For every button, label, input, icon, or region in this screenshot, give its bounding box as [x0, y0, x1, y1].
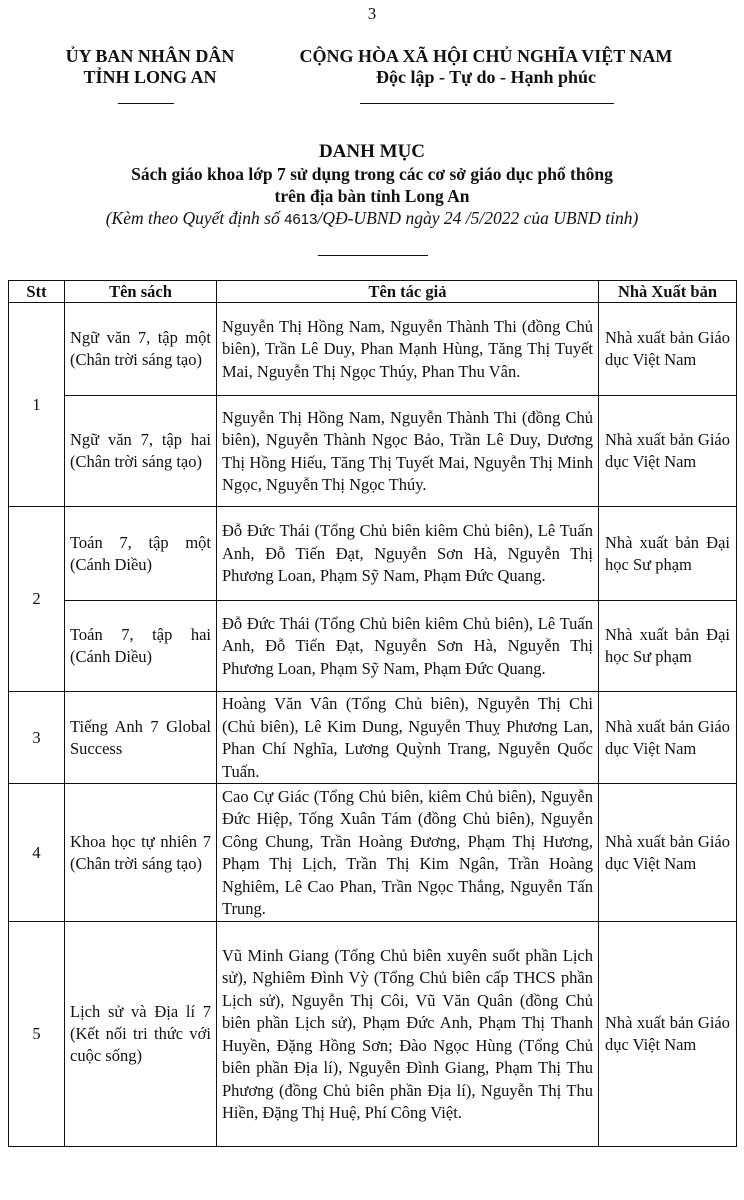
title-subtitle-2: trên địa bàn tỉnh Long An	[274, 186, 470, 206]
row-stt: 5	[9, 922, 65, 1147]
book-publisher: Nhà xuất bản Giáo dục Việt Nam	[599, 396, 737, 507]
decision-suffix: /QĐ-UBND ngày 24 /5/2022 của UBND tỉnh)	[317, 208, 639, 228]
table-row	[9, 692, 737, 784]
decision-number: 4613	[284, 211, 318, 228]
motto: Độc lập - Tự do - Hạnh phúc	[375, 67, 597, 87]
authority-line-1: ỦY BAN NHÂN DÂN	[65, 46, 235, 66]
book-authors: Vũ Minh Giang (Tổng Chủ biên xuyên suốt phần Lịch sử), Nghiêm Đình Vỳ (Tổng Chủ biên cấp THCS phần Lịch sử), Nguyễn Thị Côi, Vũ Văn Quân (đồng Chủ biên phần Lịch sử), Phạm Đức Anh, Phạm Thị Thanh Huyền, Đặng Hồng Sơn; Đào Ngọc Hùng (Tổng Chủ biên phần Địa lí), Nguyễn Đình Giang, Phạm Thị Thu Phương (đồng Chủ biên phần Địa lí), Nguyễn Thị Thu Hiền, Đặng Thị Huệ, Phí Công Việt.	[217, 922, 599, 1147]
book-authors: Hoàng Văn Vân (Tổng Chủ biên), Nguyễn Thị Chi (Chủ biên), Lê Kim Dung, Nguyễn Thuỵ Phương Lan, Phan Chí Nghĩa, Lương Quỳnh Trang, Nguyễn Quốc Tuấn.	[217, 692, 599, 784]
book-title: Khoa học tự nhiên 7 (Chân trời sáng tạo)	[65, 784, 217, 922]
table-header-row	[9, 281, 737, 303]
title-underline	[318, 255, 428, 256]
title-main: DANH MỤC	[318, 141, 426, 162]
table-row	[9, 784, 737, 922]
book-publisher: Nhà xuất bản Giáo dục Việt Nam	[599, 692, 737, 784]
header-stt: Stt	[9, 281, 65, 303]
book-title: Lịch sử và Địa lí 7 (Kết nối tri thức với cuộc sống)	[65, 922, 217, 1147]
row-stt: 3	[9, 692, 65, 784]
book-title: Ngữ văn 7, tập một (Chân trời sáng tạo)	[65, 303, 217, 396]
authority-line-2: TỈNH LONG AN	[83, 67, 217, 87]
book-publisher: Nhà xuất bản Giáo dục Việt Nam	[599, 303, 737, 396]
book-authors: Đỗ Đức Thái (Tổng Chủ biên kiêm Chủ biên), Lê Tuấn Anh, Đỗ Tiến Đạt, Nguyễn Sơn Hà, Nguyễn Thị Phương Loan, Phạm Sỹ Nam, Phạm Đức Quang.	[217, 507, 599, 601]
header-publisher: Nhà Xuất bản	[599, 281, 737, 303]
book-title: Toán 7, tập một (Cánh Diều)	[65, 507, 217, 601]
book-publisher: Nhà xuất bản Giáo dục Việt Nam	[599, 784, 737, 922]
motto-underline	[360, 103, 614, 104]
authority-underline	[118, 103, 174, 104]
page-number: 3	[367, 4, 377, 23]
document-title	[0, 141, 744, 231]
book-publisher: Nhà xuất bản Đại học Sư phạm	[599, 507, 737, 601]
table-row	[9, 922, 737, 1147]
header-book: Tên sách	[65, 281, 217, 303]
table-row	[9, 303, 737, 396]
book-publisher: Nhà xuất bản Đại học Sư phạm	[599, 601, 737, 692]
table-row	[9, 396, 737, 507]
row-stt: 2	[9, 507, 65, 692]
national-motto	[266, 46, 706, 88]
issuing-authority	[50, 46, 250, 88]
book-title: Toán 7, tập hai (Cánh Diều)	[65, 601, 217, 692]
book-authors: Nguyễn Thị Hồng Nam, Nguyễn Thành Thi (đồng Chủ biên), Nguyễn Thành Ngọc Bảo, Trần Lê Duy, Dương Thị Hồng Hiếu, Tăng Thị Tuyết Mai, Nguyễn Thị Minh Ngọc, Nguyễn Thị Ngọc Thúy.	[217, 396, 599, 507]
book-authors: Đỗ Đức Thái (Tổng Chủ biên kiêm Chủ biên), Lê Tuấn Anh, Đỗ Tiến Đạt, Nguyễn Sơn Hà, Nguyễn Thị Phương Loan, Phạm Sỹ Nam, Phạm Đức Quang.	[217, 601, 599, 692]
decision-reference	[0, 207, 744, 231]
textbook-table	[8, 280, 737, 1147]
row-stt: 4	[9, 784, 65, 922]
title-subtitle-1: Sách giáo khoa lớp 7 sử dụng trong các cơ sở giáo dục phổ thông	[131, 164, 613, 184]
row-stt: 1	[9, 303, 65, 507]
header-authors: Tên tác giả	[217, 281, 599, 303]
book-title: Tiếng Anh 7 Global Success	[65, 692, 217, 784]
book-publisher: Nhà xuất bản Giáo dục Việt Nam	[599, 922, 737, 1147]
table-row	[9, 601, 737, 692]
book-authors: Nguyễn Thị Hồng Nam, Nguyễn Thành Thi (đồng Chủ biên), Trần Lê Duy, Phan Mạnh Hùng, Tăng Thị Tuyết Mai, Nguyễn Thị Ngọc Thúy, Phan Thu Vân.	[217, 303, 599, 396]
book-title: Ngữ văn 7, tập hai (Chân trời sáng tạo)	[65, 396, 217, 507]
country-name: CỘNG HÒA XÃ HỘI CHỦ NGHĨA VIỆT NAM	[299, 46, 673, 66]
table-row	[9, 507, 737, 601]
decision-prefix: (Kèm theo Quyết định số	[105, 208, 285, 228]
book-authors: Cao Cự Giác (Tổng Chủ biên, kiêm Chủ biên), Nguyễn Đức Hiệp, Tống Xuân Tám (đồng Chủ biên), Nguyễn Công Chung, Trần Hoàng Đương, Phạm Thị Hương, Phạm Thị Lịch, Trần Thị Kim Ngân, Trần Hoàng Nghiêm, Lê Cao Phan, Trần Ngọc Thắng, Nguyễn Tấn Trung.	[217, 784, 599, 922]
